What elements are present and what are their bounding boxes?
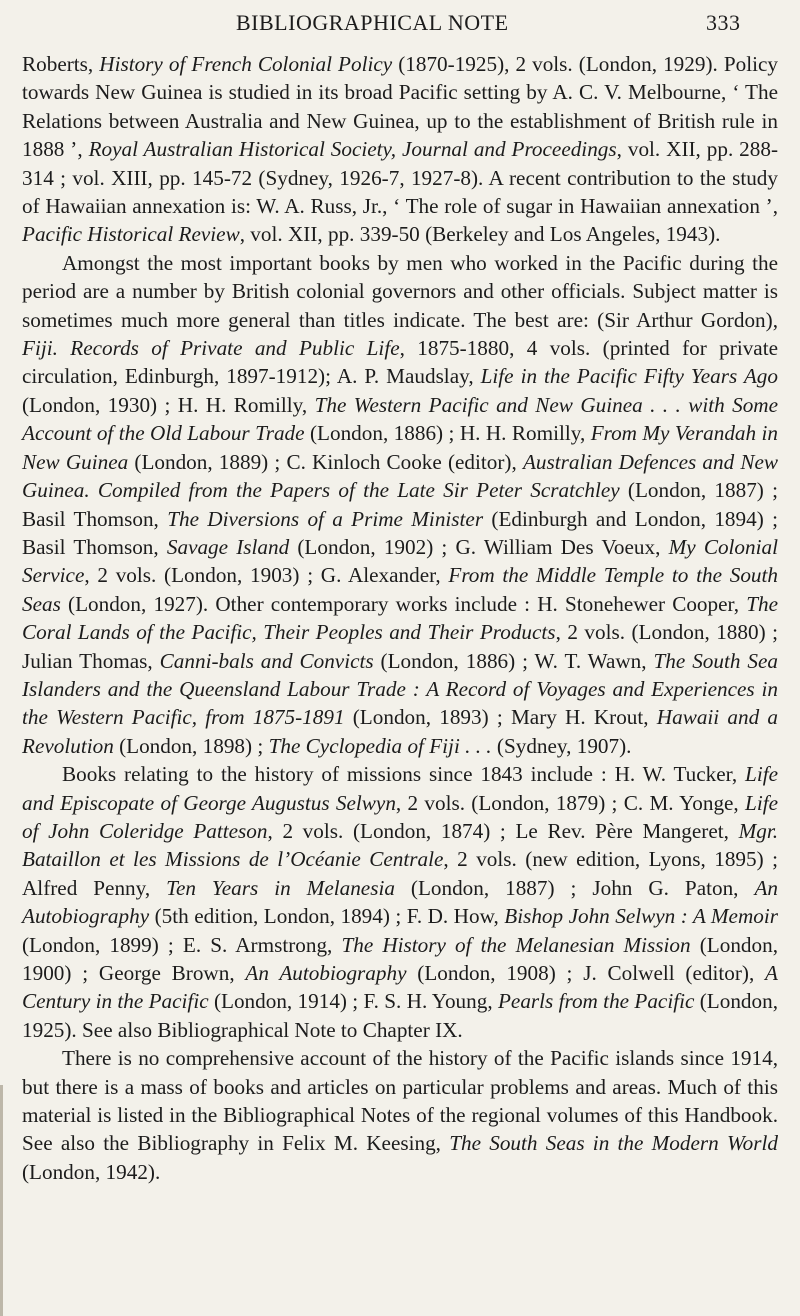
italic-title: Life and Episcopate of George Augustus Selwyn — [22, 762, 778, 815]
text-run: (London, 1942). — [22, 1159, 161, 1184]
text-run: (London, 1914) ; F. S. H. Young, — [208, 989, 498, 1014]
text-run: , vol. XII, pp. 339-50 (Berkeley and Los Angeles, 1943). — [239, 222, 721, 247]
text-run: (London, 1887) ; Basil Thomson, — [22, 478, 778, 531]
italic-title: Canni-bals and Convicts — [159, 648, 374, 673]
text-run: (London, 1927). Other contemporary works include : H. Stonehewer Cooper, — [60, 591, 747, 616]
text-run: (London, 1900) ; George Brown, — [22, 932, 778, 985]
italic-title: From My Verandah in New Guinea — [22, 421, 779, 474]
italic-title: The South Seas in the Modern World — [449, 1131, 778, 1156]
paragraph — [22, 50, 778, 249]
running-head: BIBLIOGRAPHICAL NOTE — [236, 10, 509, 35]
italic-title: From the Middle Temple to the South Seas — [22, 563, 778, 616]
text-run: There is no comprehensive account of the history of the Pacific islands since 1914, but there is a mass of books and articles on particular problems and areas. Much of this material is listed in the Bibliographical Notes of the regional volumes of this Handbook. See also the Bibliography in Felix M. Keesing, — [22, 1046, 778, 1156]
text-run: (London, 1908) ; J. Colwell (editor), — [406, 961, 766, 985]
italic-title: Life of John Coleridge Patteson — [22, 790, 778, 843]
text-run: (London, 1893) ; Mary H. Krout, — [344, 705, 657, 730]
text-run: (London, 1886) ; W. T. Wawn, — [373, 648, 654, 673]
text-run: (London, 1886) ; H. H. Romilly, — [304, 421, 591, 446]
text-run: (London, 1887) ; John G. Paton, — [394, 875, 755, 900]
paragraph — [22, 249, 778, 760]
text-run: (London, 1899) ; E. S. Armstrong, — [22, 932, 342, 957]
italic-title: The Cyclopedia of Fiji . . . — [268, 733, 492, 758]
italic-title: Savage Island — [166, 534, 290, 559]
text-run: Books relating to the history of missions since 1843 include : H. W. Tucker, — [62, 762, 746, 787]
italic-title: The Diversions of a Prime Minister — [167, 506, 484, 531]
italic-title: The Coral Lands of the Pacific, Their Peoples and Their Products — [22, 591, 778, 645]
italic-title: An Autobiography — [22, 875, 778, 929]
paragraph — [22, 760, 778, 1044]
text-run: Amongst the most important books by men who worked in the Pacific during the period are a number by British colonial governors and other officials. Subject matter is sometimes much more general than titles indicate. The best are: (Sir Arthur Gordon), — [22, 250, 778, 332]
text-run: (London, 1925). See also Bibliographical Note to Chapter IX. — [22, 989, 778, 1042]
text-run: , 2 vols. (new edition, Lyons, 1895) ; Alfred Penny, — [22, 847, 778, 900]
text-run: , 2 vols. (London, 1880) ; Julian Thomas, — [22, 620, 778, 673]
italic-title: Hawaii and a Revolution — [22, 705, 778, 758]
italic-title: Pacific Historical Review — [22, 222, 240, 247]
text-run: (1870-1925), 2 vols. (London, 1929). Policy towards New Guinea is studied in its broad Pacific setting by A. C. V. Melbourne, ‘ The Relations between Australia and New Guinea, up to the establishment of British rule in 1888 ’, — [22, 52, 778, 162]
italic-title: A Century in the Pacific — [22, 961, 778, 1014]
italic-title: Royal Australian Historical Society, Journal and Proceedings — [88, 137, 617, 162]
italic-title: My Colonial Service — [22, 534, 778, 588]
body-text — [22, 50, 778, 1186]
italic-title: Life in the Pacific Fifty Years Ago — [480, 364, 778, 389]
page-number: 333 — [706, 10, 741, 35]
text-run: (5th edition, London, 1894) ; F. D. How, — [149, 904, 505, 929]
text-run: , 1875-1880, 4 vols. (printed for private circulation, Edinburgh, 1897-1912); A. P. Maudslay, — [22, 336, 778, 389]
text-run: Roberts, — [22, 52, 100, 76]
italic-title: Ten Years in Melanesia — [166, 875, 395, 900]
italic-title: The History of the Melanesian Mission — [341, 932, 691, 957]
page-edge-shadow — [0, 1085, 3, 1316]
italic-title: History of French Colonial Policy — [99, 52, 393, 76]
italic-title: Australian Defences and New Guinea. Compiled from the Papers of the Late Sir Peter Scratchley — [22, 449, 779, 503]
text-run: (London, 1889) ; C. Kinloch Cooke (editor), — [128, 449, 523, 474]
text-run: (London, 1930) ; H. H. Romilly, — [22, 392, 315, 417]
text-run: , 2 vols. (London, 1874) ; Le Rev. Père Mangeret, — [267, 818, 739, 843]
italic-title: Fiji. Records of Private and Public Life — [22, 336, 400, 361]
text-run: , vol. XII, pp. 288-314 ; vol. XIII, pp. 145-72 (Sydney, 1926-7, 1927-8). A recent contribution to the study of Hawaiian annexation is: W. A. Russ, Jr., ‘ The role of sugar in Hawaiian annexation ’, — [22, 137, 779, 219]
italic-title: Mgr. Bataillon et les Missions de l’Océanie Centrale — [22, 818, 779, 872]
italic-title: The South Sea Islanders and the Queensland Labour Trade : A Record of Voyages and Experiences in the Western Pacific, from 1875-1891 — [22, 648, 778, 730]
paragraph — [22, 1044, 778, 1186]
italic-title: An Autobiography — [245, 961, 407, 985]
italic-title: Pearls from the Pacific — [497, 989, 695, 1014]
text-run: , 2 vols. (London, 1879) ; C. M. Yonge, — [395, 790, 746, 815]
text-run: (London, 1902) ; G. William Des Voeux, — [289, 534, 669, 559]
page-header — [0, 10, 800, 44]
italic-title: The Western Pacific and New Guinea . . . with Some Account of the Old Labour Trade — [22, 392, 779, 446]
text-run: , 2 vols. (London, 1903) ; G. Alexander, — [84, 563, 449, 588]
text-run: (London, 1898) ; — [113, 733, 269, 758]
italic-title: Bishop John Selwyn : A Memoir — [504, 904, 778, 929]
text-run: (Sydney, 1907). — [491, 733, 632, 758]
text-run: (Edinburgh and London, 1894) ; Basil Thomson, — [22, 506, 778, 559]
